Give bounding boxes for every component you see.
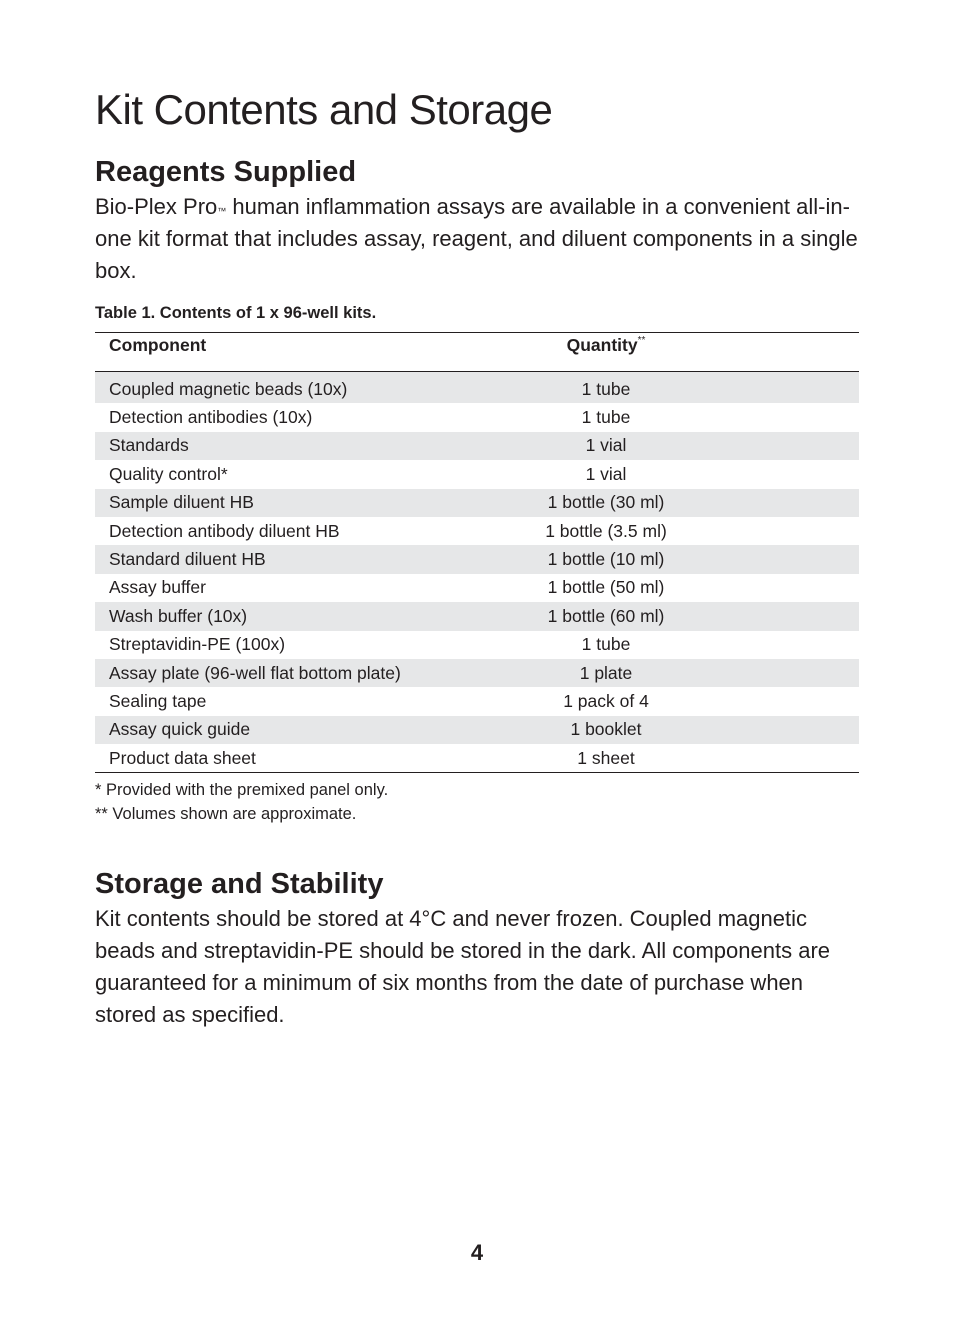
cell-component: Sealing tape bbox=[109, 690, 207, 711]
cell-quantity: 1 vial bbox=[540, 432, 672, 460]
storage-heading: Storage and Stability bbox=[95, 868, 384, 900]
cell-quantity: 1 bottle (30 ml) bbox=[540, 489, 672, 517]
cell-component: Assay quick guide bbox=[95, 716, 540, 744]
reagents-heading: Reagents Supplied bbox=[95, 156, 357, 188]
table-row bbox=[95, 574, 859, 602]
cell-quantity: 1 bottle (50 ml) bbox=[547, 577, 665, 598]
cell-spacer bbox=[672, 545, 859, 573]
table-row bbox=[95, 687, 859, 715]
brand-name: Bio-Plex Pro bbox=[95, 194, 218, 219]
cell-component: Detection antibodies (10x) bbox=[109, 407, 313, 428]
cell-spacer bbox=[672, 744, 859, 773]
footnote-volumes: ** Volumes shown are approximate. bbox=[95, 805, 357, 823]
cell-component: Quality control* bbox=[109, 463, 228, 484]
table-row bbox=[95, 659, 859, 687]
cell-component: Wash buffer (10x) bbox=[95, 602, 540, 630]
cell-quantity: 1 tube bbox=[540, 372, 672, 404]
table-row bbox=[95, 631, 859, 659]
cell-component: Product data sheet bbox=[109, 747, 256, 768]
page-title: Kit Contents and Storage bbox=[95, 86, 553, 133]
cell-component: Streptavidin-PE (100x) bbox=[109, 634, 286, 655]
cell-component: Standard diluent HB bbox=[95, 545, 540, 573]
table-row bbox=[95, 744, 859, 773]
cell-spacer bbox=[672, 372, 859, 404]
cell-spacer bbox=[672, 602, 859, 630]
cell-quantity: 1 booklet bbox=[540, 716, 672, 744]
cell-quantity: 1 tube bbox=[581, 407, 631, 428]
table-row bbox=[95, 372, 859, 404]
table-row bbox=[95, 602, 859, 630]
storage-body: Kit contents should be stored at 4°C and never frozen. Coupled magnetic beads and streptavidin-PE should be stored in the dark. All components are guaranteed for a minimum of six months from the date of purchase when stored as specified. bbox=[95, 906, 831, 1027]
header-quantity bbox=[540, 333, 672, 372]
contents-table bbox=[95, 332, 859, 773]
header-component: Component bbox=[95, 333, 540, 372]
cell-spacer bbox=[672, 517, 859, 545]
header-quantity-label: Quantity bbox=[566, 335, 638, 355]
cell-component: Sample diluent HB bbox=[95, 489, 540, 517]
cell-spacer bbox=[672, 574, 859, 602]
cell-quantity: 1 bottle (10 ml) bbox=[540, 545, 672, 573]
table-header-row bbox=[95, 333, 859, 372]
cell-quantity: 1 plate bbox=[540, 659, 672, 687]
table-row bbox=[95, 716, 859, 744]
cell-component: Assay plate (96-well flat bottom plate) bbox=[95, 659, 540, 687]
cell-quantity: 1 pack of 4 bbox=[563, 690, 649, 711]
cell-spacer bbox=[672, 631, 859, 659]
table-row bbox=[95, 432, 859, 460]
cell-quantity: 1 sheet bbox=[577, 747, 635, 768]
reagents-intro-text: human inflammation assays are available in a convenient all-in-one kit format that includes assay, reagent, and diluent components in a single box. bbox=[95, 194, 858, 283]
quantity-footnote-mark: ** bbox=[637, 335, 646, 346]
cell-spacer bbox=[672, 716, 859, 744]
cell-spacer bbox=[672, 659, 859, 687]
table-caption-text: Table 1. Contents of 1 x 96-well kits. bbox=[95, 304, 377, 322]
table-row bbox=[95, 545, 859, 573]
cell-quantity: 1 tube bbox=[581, 634, 631, 655]
page-number: 4 bbox=[470, 1240, 484, 1265]
cell-spacer bbox=[672, 687, 859, 715]
table-caption bbox=[95, 304, 376, 323]
cell-quantity: 1 vial bbox=[585, 463, 627, 484]
header-spacer bbox=[672, 333, 859, 372]
cell-component: Coupled magnetic beads (10x) bbox=[95, 372, 540, 404]
cell-quantity: 1 bottle (60 ml) bbox=[540, 602, 672, 630]
table-row bbox=[95, 460, 859, 488]
cell-spacer bbox=[672, 403, 859, 431]
table-row bbox=[95, 489, 859, 517]
cell-quantity: 1 bottle (3.5 ml) bbox=[545, 520, 667, 541]
trademark-mark: ™ bbox=[217, 206, 227, 216]
cell-component: Standards bbox=[95, 432, 540, 460]
cell-component: Detection antibody diluent HB bbox=[109, 520, 340, 541]
table-body bbox=[95, 372, 859, 773]
reagents-intro bbox=[95, 191, 859, 287]
cell-component: Assay buffer bbox=[109, 577, 206, 598]
cell-spacer bbox=[672, 432, 859, 460]
cell-spacer bbox=[672, 489, 859, 517]
table-row bbox=[95, 517, 859, 545]
table-row bbox=[95, 403, 859, 431]
cell-spacer bbox=[672, 460, 859, 488]
footnote-premixed: * Provided with the premixed panel only. bbox=[95, 781, 389, 799]
